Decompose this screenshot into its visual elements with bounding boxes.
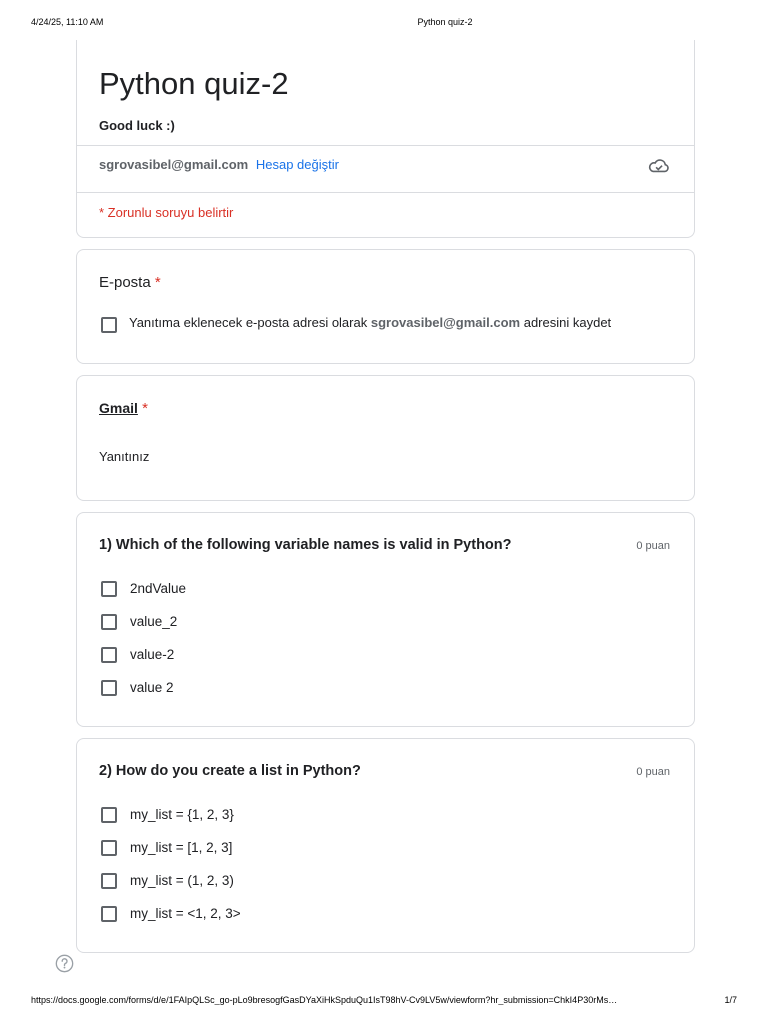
- divider: [77, 145, 694, 146]
- gmail-answer-input[interactable]: Yanıtınız: [99, 449, 150, 464]
- print-url: https://docs.google.com/forms/d/e/1FAIpQLSc_go-pLo9bresogfGasDYaXiHkSpduQu1IsT98hV-Cv9LV5w/viewform?hr_submission=ChkI4P30rMs…: [31, 995, 618, 1005]
- gmail-question-label: Gmail: [99, 400, 138, 416]
- option-checkbox[interactable]: [101, 873, 117, 889]
- option-label: value_2: [130, 614, 178, 629]
- option-checkbox[interactable]: [101, 581, 117, 597]
- divider: [77, 192, 694, 193]
- option-checkbox[interactable]: [101, 840, 117, 856]
- form-title: Python quiz-2: [99, 66, 289, 101]
- option-checkbox[interactable]: [101, 906, 117, 922]
- account-row: [99, 157, 339, 172]
- option-label: value 2: [130, 680, 174, 695]
- print-title: Python quiz-2: [417, 17, 473, 27]
- option-label: my_list = {1, 2, 3}: [130, 807, 234, 822]
- option-label: my_list = [1, 2, 3]: [130, 840, 233, 855]
- cloud-saved-icon: [648, 157, 670, 175]
- required-asterisk: *: [142, 400, 148, 417]
- email-question-card: [76, 249, 695, 364]
- option-checkbox[interactable]: [101, 614, 117, 630]
- option-checkbox[interactable]: [101, 807, 117, 823]
- required-asterisk: *: [154, 274, 161, 291]
- option-label: my_list = (1, 2, 3): [130, 873, 234, 888]
- account-email: sgrovasibel@gmail.com: [99, 157, 249, 172]
- help-icon[interactable]: [55, 954, 74, 973]
- required-note: * Zorunlu soruyu belirtir: [99, 205, 234, 220]
- switch-account-link[interactable]: Hesap değiştir: [255, 157, 339, 172]
- print-header: [0, 17, 768, 31]
- question-card-1: [76, 512, 695, 727]
- form-description: Good luck :): [99, 118, 175, 133]
- question-card-2: [76, 738, 695, 953]
- option-checkbox[interactable]: [101, 647, 117, 663]
- form-header-card: [76, 40, 695, 238]
- save-email-address: sgrovasibel@gmail.com: [370, 315, 521, 330]
- question-title: 2) How do you create a list in Python?: [99, 763, 361, 779]
- email-question-title: [99, 274, 161, 291]
- question-title: 1) Which of the following variable names is valid in Python?: [99, 537, 512, 553]
- print-page-number: 1/7: [724, 995, 737, 1005]
- option-label: 2ndValue: [130, 581, 187, 596]
- question-points: 0 puan: [636, 540, 670, 552]
- save-email-checkbox[interactable]: [101, 317, 117, 333]
- gmail-question-card: [76, 375, 695, 501]
- option-label: value-2: [130, 647, 175, 662]
- gmail-question-title: [99, 400, 148, 417]
- save-email-text-end: adresini kaydet: [523, 315, 612, 330]
- save-email-text: Yanıtıma eklenecek e-posta adresi olarak: [129, 315, 368, 330]
- option-checkbox[interactable]: [101, 680, 117, 696]
- save-email-label: [129, 315, 611, 330]
- question-points: 0 puan: [636, 766, 670, 778]
- print-footer: [0, 995, 768, 1009]
- email-question-label: E-posta: [99, 274, 151, 291]
- option-label: my_list = <1, 2, 3>: [130, 906, 241, 921]
- print-date: 4/24/25, 11:10 AM: [31, 17, 104, 27]
